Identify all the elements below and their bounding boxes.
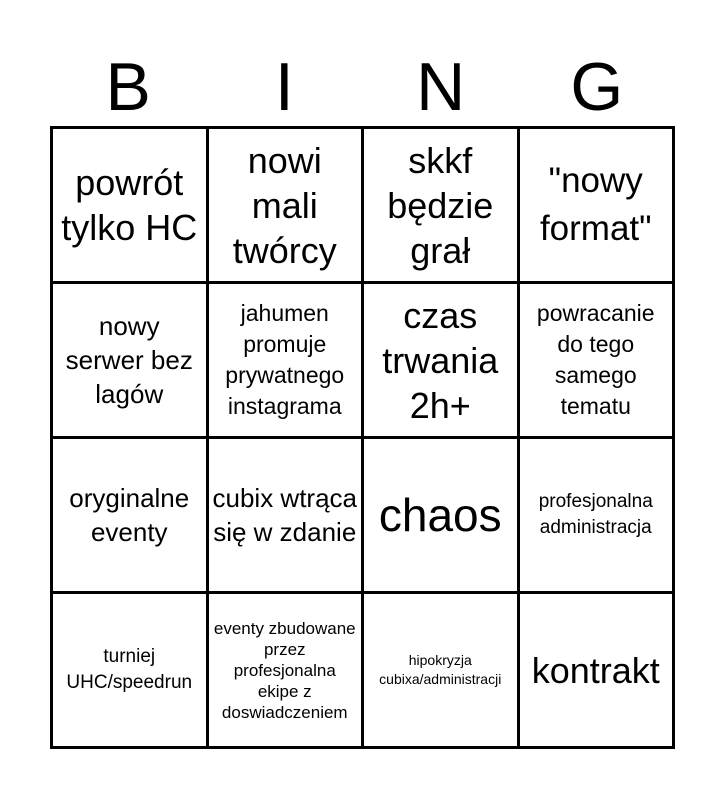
bingo-header (50, 48, 675, 126)
bingo-cell[interactable] (53, 129, 206, 281)
cell-text: hipokryzja cubixa/administracji (379, 652, 502, 687)
cell-text: chaos (378, 489, 502, 541)
bingo-board (50, 126, 675, 749)
bingo-cell[interactable] (364, 129, 517, 281)
header-letter-g: G (570, 49, 624, 125)
bingo-cell[interactable] (53, 594, 206, 746)
bingo-cell[interactable] (209, 439, 362, 591)
bingo-cell[interactable] (209, 129, 362, 281)
bingo-cell[interactable] (364, 594, 517, 746)
cell-text: powracanie do tego samego tematu (536, 300, 655, 419)
cell-text: jahumen promuje prywatnego instagrama (225, 300, 345, 419)
cell-text: powrót tylko HC (61, 162, 198, 248)
bingo-cell[interactable] (520, 439, 673, 591)
bingo-cell[interactable] (520, 284, 673, 436)
bingo-cell[interactable] (209, 284, 362, 436)
bingo-cell[interactable] (364, 284, 517, 436)
cell-text: nowi mali twórcy (232, 139, 337, 271)
bingo-cell[interactable] (520, 129, 673, 281)
cell-text: profesjonalna administracja (538, 491, 653, 538)
cell-text: "nowy format" (539, 161, 652, 248)
cell-text: oryginalne eventy (69, 483, 190, 547)
cell-text: eventy zbudowane przez profesjonalna ekipe z doswiadczeniem (213, 618, 356, 722)
header-letter-n: N (416, 49, 466, 125)
bingo-cell[interactable] (209, 594, 362, 746)
cell-text: nowy serwer bez lagów (65, 311, 193, 409)
header-letter-i: I (274, 49, 294, 125)
header-letter-b: B (105, 49, 151, 125)
bingo-cell[interactable] (53, 284, 206, 436)
bingo-cell[interactable] (53, 439, 206, 591)
cell-text: skkf będzie grał (387, 139, 494, 271)
cell-text: czas trwania 2h+ (382, 294, 499, 426)
cell-text: kontrakt (531, 649, 660, 691)
cell-text: turniej UHC/speedrun (66, 646, 193, 693)
bingo-cell[interactable] (520, 594, 673, 746)
cell-text: cubix wtrąca się w zdanie (212, 483, 357, 547)
bingo-cell[interactable] (364, 439, 517, 591)
